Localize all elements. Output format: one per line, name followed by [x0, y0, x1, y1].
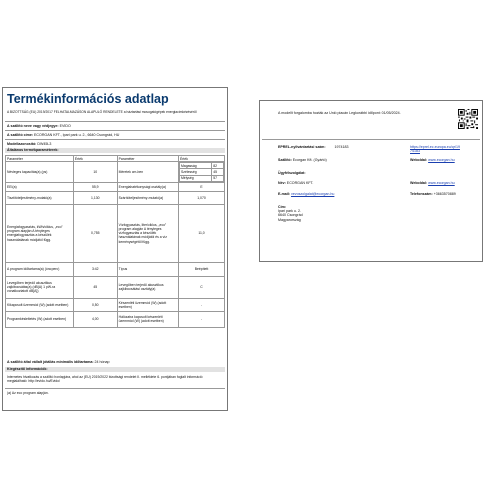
website-link[interactable]: www.ecorgan.hu	[428, 158, 455, 162]
email-link[interactable]: vevoszolgalat@ecorgan.hu	[290, 192, 335, 196]
width-label: Szélesség	[179, 169, 211, 175]
cell: 45	[73, 276, 117, 298]
cell: 4,00	[73, 311, 117, 327]
cell: Névleges kapacitás(a) (ps)	[6, 162, 74, 183]
cell: C	[178, 276, 224, 298]
dimensions-table	[179, 162, 224, 182]
parameters-table	[5, 155, 225, 328]
phone-label: Telefonszám:	[410, 192, 433, 196]
cell: Beépített	[178, 262, 224, 276]
cell: Levegőben terjedő akusztikus zajkibocsátási osztály(a)	[117, 276, 178, 298]
cell: E	[178, 182, 224, 191]
table-row	[6, 298, 225, 311]
general-parameters-header: Általános termékparaméterek:	[5, 148, 225, 153]
website2-link[interactable]: www.ecorgan.hu	[428, 181, 455, 185]
warranty-value: 24 hónap	[94, 360, 110, 364]
qr-code-icon	[458, 109, 478, 129]
address-label: Cím:	[278, 205, 286, 209]
depth-label: Mélység	[179, 175, 211, 181]
divider	[5, 130, 225, 131]
eprel-label: EPREL-nyilvántartási szám:	[278, 145, 326, 149]
table-row	[6, 262, 225, 276]
cell: EEI(a)	[6, 182, 74, 191]
sheet-title: Termékinformációs adatlap	[7, 92, 169, 106]
divider	[5, 121, 225, 122]
divider	[5, 388, 225, 389]
regulation-text: A BIZOTTSÁG (EU) 2019/2017 FELHATALMAZÁSON ALAPULÓ RENDELETE a háztartási mosogatógépek energiacímkézéséről	[7, 110, 197, 114]
supplier-row	[7, 124, 71, 128]
table-row	[6, 162, 225, 183]
dimensions-cell	[178, 162, 224, 183]
supplier-label: A szállító neve vagy védjegye:	[7, 124, 59, 128]
name-value: ECORGAN KFT.	[286, 181, 314, 185]
col-value: Érték	[178, 156, 224, 162]
height-value: 82	[212, 163, 224, 169]
eprel-row	[278, 145, 349, 149]
extra-info-text	[7, 375, 223, 383]
cell: 0,755	[73, 204, 117, 262]
divider	[5, 139, 225, 140]
email-row	[278, 192, 334, 196]
cell: 10	[73, 162, 117, 183]
cell: 3:42	[73, 262, 117, 276]
cell: Készenléti üzemmód (W) (adott esetben)	[117, 298, 178, 311]
col-param: Paraméter	[6, 156, 74, 162]
extra-text: Internetes hivatkozás a szállító honlapjára, ahol az (EU) 2019/2022 bizottsági rendelet II. melléklete 6. pontjában foglalt információ megtalálható:	[7, 375, 203, 384]
address-line: Magyarország	[278, 217, 301, 222]
eprel-link[interactable]	[410, 145, 460, 153]
model-label: Modellazonosító:	[7, 142, 37, 146]
website-row-2	[410, 181, 455, 185]
eprel-value: 1974183	[334, 145, 349, 149]
cell: 55,9	[73, 182, 117, 191]
cell: Hálózatra kapcsolt készenléti üzemmód (W) (adott esetben)	[117, 311, 178, 327]
cell: 0,50	[73, 298, 117, 311]
model-value: DW45L3	[37, 142, 52, 146]
warranty-label: A szállító által vállalt jótállás minimális időtartama:	[7, 360, 94, 364]
height-label: Magasság	[179, 163, 211, 169]
col-param: Paraméter	[117, 156, 178, 162]
eprel-url-line1[interactable]: https://eprel.ec.europa.eu/qr/19	[410, 145, 460, 149]
cell: Típus	[117, 262, 178, 276]
cell: 1,130	[73, 191, 117, 204]
eprel-url-line2[interactable]: 74183	[410, 149, 420, 154]
cell: Méretek cm-ben	[117, 162, 178, 183]
cell: 11,0	[178, 204, 224, 262]
supplier-row	[278, 158, 327, 162]
cell: -	[178, 311, 224, 327]
phone-row	[410, 192, 456, 196]
table-row	[6, 204, 225, 262]
cell: Levegőben terjedő akusztikus zajkibocsátás(a) (dB(A) 1 pW-ra vonatkoztatott dB[A])	[6, 276, 74, 298]
table-row	[6, 191, 225, 204]
cell: -	[178, 298, 224, 311]
customer-service-header: Ügyfélszolgálat:	[278, 171, 306, 175]
name-row	[278, 181, 313, 185]
address-value: ECORGAN KFT., Ipari park u. 2., 6640 Csongrád, HU	[34, 133, 120, 137]
market-intro: A modellt forgalomba hozták az Unió piacán Legkorábbi időpont: 01/05/2024.	[278, 111, 401, 115]
cell: Szárítóteljesítmény-mutató(a)	[117, 191, 178, 204]
website-label: Weboldal:	[410, 158, 428, 162]
name-label: Név:	[278, 181, 286, 185]
table-row	[6, 182, 225, 191]
col-value: Érték	[73, 156, 117, 162]
address-line: Ipari park u. 2.	[278, 209, 301, 214]
extra-url[interactable]: http://evido.hu/Evido/	[28, 379, 60, 384]
width-value: 45	[212, 169, 224, 175]
depth-value: 57	[212, 175, 224, 181]
supplier-label: Szállító:	[278, 158, 292, 162]
website-row	[410, 158, 455, 162]
table-row	[6, 276, 225, 298]
postal-address	[278, 205, 303, 222]
cell: Energiahatékonysági osztály(a)	[117, 182, 178, 191]
model-row	[7, 142, 51, 146]
eprel-info-card	[259, 100, 483, 262]
cell: A program időtartama(a) (óra:perc)	[6, 262, 74, 276]
address-line: 6640 Csongrád	[278, 213, 303, 218]
cell: 1,070	[178, 191, 224, 204]
cell: Energiafogyasztás, kWh/ciklus, „eco” program alapján A tényleges energiafogyasztás a készülék használatának módjától függ.	[6, 204, 74, 262]
cell: Programkésleltetés (W) (adott esetben)	[6, 311, 74, 327]
supplier-value: EVIDO	[59, 124, 71, 128]
cell: Vízfogyasztás, liter/ciklus, „eco” program alapján A tényleges vízfogyasztás a készülék használatának módjától és a víz keménységétől függ.	[117, 204, 178, 262]
table-row	[6, 311, 225, 327]
warranty-row	[7, 360, 110, 364]
website2-label: Weboldal:	[410, 181, 428, 185]
address-label: A szállító címe:	[7, 133, 34, 137]
email-label: E-mail:	[278, 192, 290, 196]
cell: Tisztítóteljesítmény-mutató(a)	[6, 191, 74, 204]
extra-info-header: Kiegészítő információk:	[5, 367, 225, 372]
address-row	[7, 133, 119, 137]
supplier-value: Ecorgan Kft. (Gyártó)	[292, 158, 327, 162]
product-information-sheet	[2, 87, 228, 411]
footnote: (a) Az eco program alapján.	[7, 391, 49, 395]
cell: Kikapcsolt üzemmód (W) (adott esetben)	[6, 298, 74, 311]
divider	[262, 139, 480, 140]
phone-value: +3663570889	[433, 192, 456, 196]
